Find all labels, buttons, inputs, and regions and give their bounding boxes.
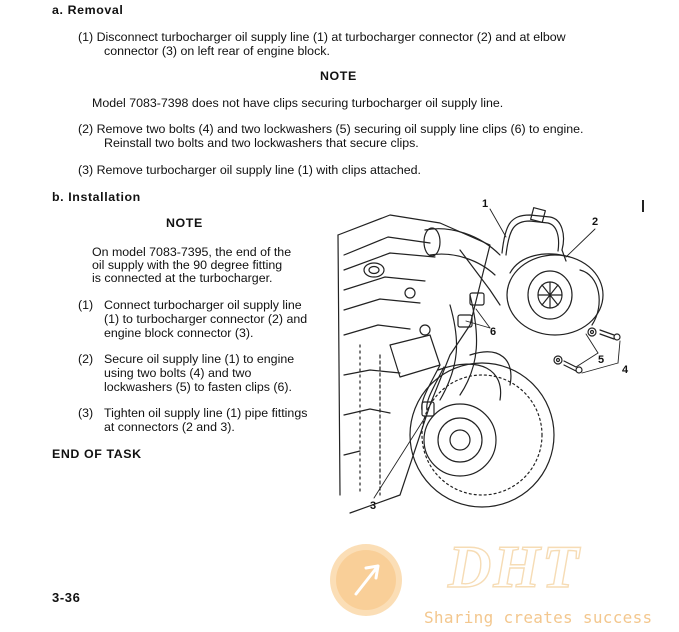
- removal-step-2-line-2: Reinstall two bolts and two lockwashers that secure clips.: [104, 136, 419, 150]
- margin-mark: [642, 200, 644, 212]
- watermark-logo-text: DHT: [448, 534, 581, 600]
- page-number: 3-36: [52, 590, 81, 605]
- removal-step-3: (3) Remove turbocharger oil supply line (1) with clips attached.: [78, 163, 421, 177]
- flywheel-housing: [410, 352, 554, 507]
- installation-step-2-num: (2): [78, 352, 94, 366]
- installation-step-3-line-2: at connectors (2 and 3).: [104, 420, 235, 434]
- installation-note-line-3: is connected at the turbocharger.: [92, 271, 273, 285]
- turbocharger: [507, 254, 603, 335]
- callout-5: 5: [598, 354, 605, 366]
- removal-note-text: Model 7083-7398 does not have clips securing turbocharger oil supply line.: [92, 96, 504, 110]
- removal-step-2-line-1: (2) Remove two bolts (4) and two lockwashers (5) securing oil supply line clips (6) to engine.: [78, 122, 584, 136]
- removal-step-1-line-2: connector (3) on left rear of engine block.: [104, 44, 330, 58]
- watermark-tagline: Sharing creates success: [424, 608, 653, 627]
- installation-heading: b. Installation: [52, 190, 141, 204]
- removal-heading: a. Removal: [52, 3, 124, 17]
- callout-6: 6: [490, 326, 497, 338]
- engine-turbocharger-illustration: [330, 195, 655, 515]
- installation-note-label: NOTE: [166, 216, 203, 230]
- installation-step-1-line-2: (1) to turbocharger connector (2) and: [104, 312, 308, 326]
- callout-4: 4: [622, 364, 629, 376]
- installation-step-1-line-1: Connect turbocharger oil supply line: [104, 298, 302, 312]
- oil-supply-line: [422, 208, 566, 410]
- installation-step-2-line-1: Secure oil supply line (1) to engine: [104, 352, 295, 366]
- installation-step-3-line-1: Tighten oil supply line (1) pipe fittings: [104, 406, 308, 420]
- installation-step-3-num: (3): [78, 406, 94, 420]
- installation-step-1-num: (1): [78, 298, 94, 312]
- callout-1: 1: [482, 198, 489, 210]
- installation-step-2-line-3: lockwashers (5) to fasten clips (6).: [104, 380, 292, 394]
- installation-step-1-line-3: engine block connector (3).: [104, 326, 254, 340]
- removal-step-1-line-1: (1) Disconnect turbocharger oil supply line (1) at turbocharger connector (2) and at elbow: [78, 30, 566, 44]
- callout-3: 3: [370, 500, 377, 512]
- end-of-task: END OF TASK: [52, 447, 142, 461]
- removal-note-label: NOTE: [320, 69, 357, 83]
- installation-note-line-1: On model 7083-7395, the end of the: [92, 245, 292, 259]
- installation-step-2-line-2: using two bolts (4) and two: [104, 366, 252, 380]
- installation-note-line-2: oil supply with the 90 degree fitting: [92, 258, 283, 272]
- callout-2: 2: [592, 216, 599, 228]
